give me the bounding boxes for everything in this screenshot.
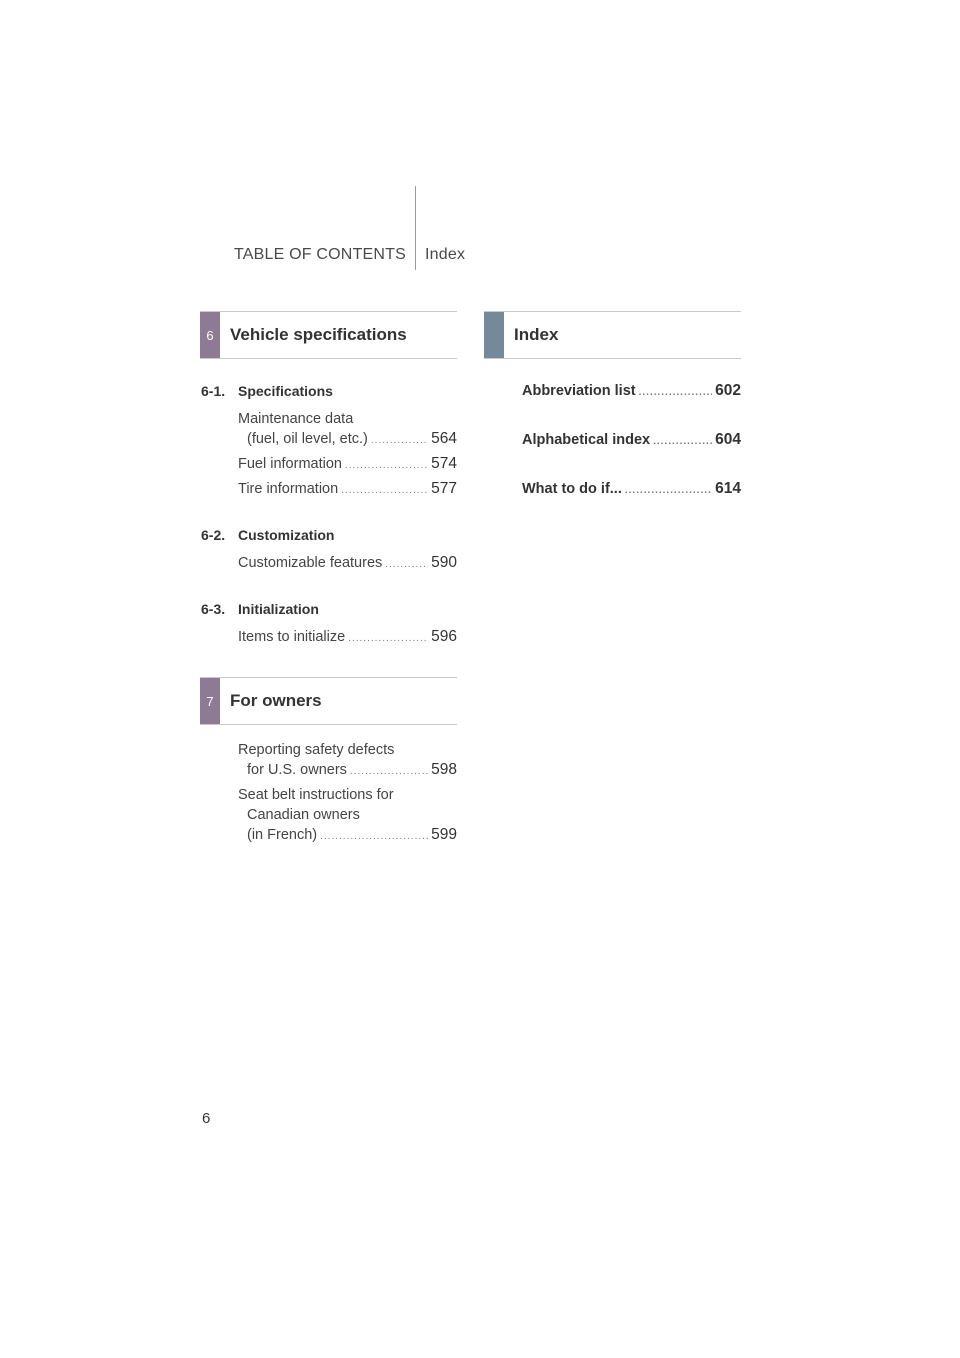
section-number-tab: 6 <box>200 312 220 358</box>
entry-text-line: (in French) <box>247 827 318 843</box>
subsection-heading-specifications <box>201 383 333 399</box>
dot-leader <box>653 432 712 452</box>
entry-text-line: Alphabetical index <box>522 432 651 448</box>
entry-text-line: Abbreviation list <box>522 383 636 399</box>
toc-entry-tire-information[interactable] <box>238 479 457 501</box>
page-reference: 602 <box>715 382 741 399</box>
entry-text-line: for U.S. owners <box>247 762 347 778</box>
dot-leader <box>639 383 713 403</box>
dot-leader <box>348 629 428 649</box>
entry-text-line: Seat belt instructions for <box>238 787 394 803</box>
entry-text-line: Items to initialize <box>238 629 346 645</box>
section-number-tab <box>484 312 504 358</box>
page-reference: 590 <box>431 554 457 571</box>
subsection-title: Initialization <box>238 601 319 617</box>
toc-entry-maintenance-data[interactable] <box>238 409 457 451</box>
subsection-number: 6-3. <box>201 601 226 617</box>
toc-entry-what-to-do-if[interactable] <box>522 479 741 501</box>
dot-leader <box>350 762 428 782</box>
page-reference: 614 <box>715 480 741 497</box>
dot-leader <box>320 827 428 847</box>
entry-text-line: What to do if... <box>522 481 622 497</box>
page-reference: 574 <box>431 455 457 472</box>
page-number: 6 <box>202 1110 211 1127</box>
entry-text-line: Tire information <box>238 481 339 497</box>
header-chapter-label: Index <box>425 246 466 263</box>
subsection-title: Customization <box>238 527 335 543</box>
dot-leader <box>345 456 428 476</box>
page-reference: 598 <box>431 761 457 778</box>
toc-entry-seat-belt-instructions[interactable] <box>238 785 457 847</box>
entry-text-line: Reporting safety defects <box>238 742 395 758</box>
page-reference: 596 <box>431 628 457 645</box>
toc-entry-items-to-initialize[interactable] <box>238 627 457 649</box>
page-reference: 564 <box>431 430 457 447</box>
dot-leader <box>625 481 712 501</box>
dot-leader <box>371 431 428 451</box>
toc-entry-alphabetical-index[interactable] <box>522 430 741 452</box>
page-reference: 577 <box>431 480 457 497</box>
section-header-for-owners[interactable] <box>200 677 457 725</box>
header-divider <box>415 186 416 270</box>
toc-entry-fuel-information[interactable] <box>238 454 457 476</box>
page-reference: 599 <box>431 826 457 843</box>
entry-text-line: Maintenance data <box>238 411 354 427</box>
header-section-label: TABLE OF CONTENTS <box>234 246 407 263</box>
entry-text-line: (fuel, oil level, etc.) <box>247 431 368 447</box>
section-title: Vehicle specifications <box>230 325 407 344</box>
entry-text-line: Customizable features <box>238 555 383 571</box>
dot-leader <box>341 481 428 501</box>
subsection-heading-initialization <box>201 601 319 617</box>
toc-entry-reporting-safety-defects[interactable] <box>238 740 457 782</box>
toc-entry-abbreviation-list[interactable] <box>522 381 741 403</box>
subsection-number: 6-2. <box>201 527 226 543</box>
subsection-heading-customization <box>201 527 334 543</box>
section-title: For owners <box>230 691 322 710</box>
dot-leader <box>385 555 428 575</box>
section-header-index[interactable] <box>484 311 741 359</box>
page-reference: 604 <box>715 431 741 448</box>
toc-entry-customizable-features[interactable] <box>238 553 457 575</box>
subsection-number: 6-1. <box>201 383 226 399</box>
section-title: Index <box>514 325 559 344</box>
entry-text-line: Canadian owners <box>247 807 360 823</box>
entry-text-line: Fuel information <box>238 456 342 472</box>
section-header-vehicle-specifications[interactable] <box>200 311 457 359</box>
section-number-tab: 7 <box>200 678 220 724</box>
subsection-title: Specifications <box>238 383 333 399</box>
